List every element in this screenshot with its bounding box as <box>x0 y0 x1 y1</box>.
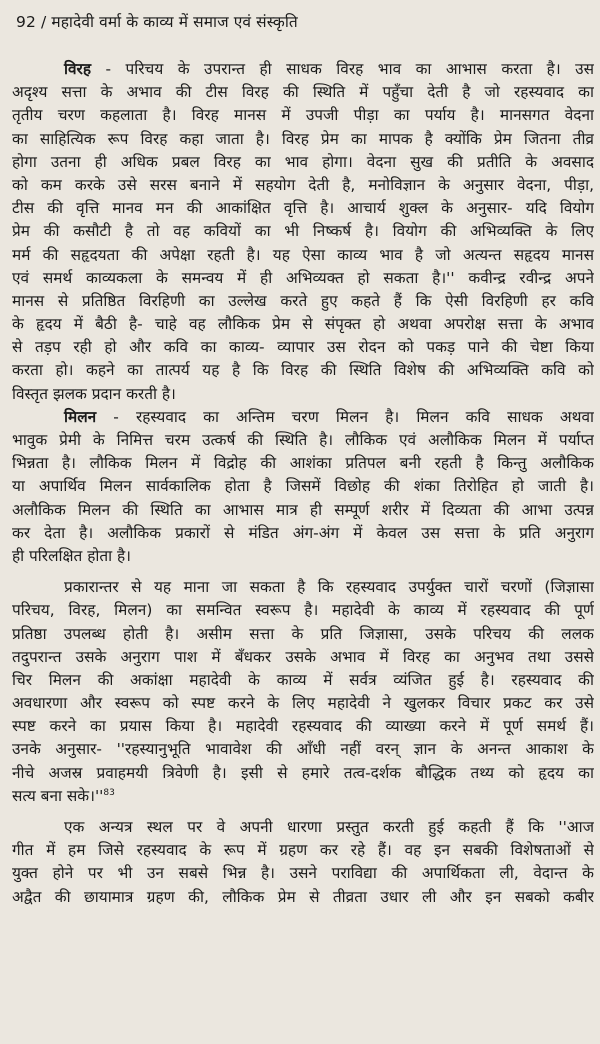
text-line: का साहित्यिक रूप विरह कहा जाता है। विरह प्रेम का मापक है क्योंकि प्रेम जितना तीव्र <box>12 129 594 148</box>
paragraph-synthesis <box>12 576 594 808</box>
text-line: प्रतिष्ठा उपलब्ध होती है। असीम सत्ता के प्रति जिज्ञासा, उसके परिचय की ललक <box>12 624 594 643</box>
text-line: युक्त होने पर भी उन सबसे भिन्न है। उसने पराविद्या की अपार्थिकता ली, वेदान्त के <box>12 864 594 883</box>
text-line: या अपार्थिव मिलन सार्वकालिक होता है जिसमें विछोह की शंका तिरोहित हो जाती है। <box>12 477 594 496</box>
text-line: होगा उतना ही अधिक प्रबल विरह का भाव होगा। वेदना सुख की प्रतीति के अवसाद <box>12 152 594 171</box>
text-line: एक अन्यत्र स्थल पर वे अपनी धारणा प्रस्तुत करती हुई कहती हैं कि ''आज <box>64 818 594 836</box>
text-line: एवं समर्थ काव्यकला के समन्वय में ही अभिव्यक्त हो सकता है।'' कवीन्द्र रवीन्द्र अपने <box>12 268 594 287</box>
text-line: मर्म की सहृदयता की अपेक्षा रहती है। यह ऐसा काव्य भाव है जो अत्यन्त सहृदय मानस <box>12 245 594 264</box>
text-line: प्रेम की कसौटी है तो वह कवियों का भी निष्कर्ष है। वियोग की अभिव्यक्ति के लिए <box>12 222 594 241</box>
paragraph-milan <box>12 406 594 568</box>
header-separator: / <box>40 13 47 31</box>
term-heading: मिलन <box>64 407 97 426</box>
text-line: भावुक प्रेमी के निमित्त चरम उत्कर्ष की स्थिति है। लौकिक एवं अलौकिक मिलन में पर्याप्त <box>12 431 594 449</box>
text-line: करता हो। कहने का तात्पर्य यह है कि विरह की स्थिति विशेष की अभिव्यक्ति कवि को <box>12 361 594 380</box>
text-line: अद्वैत की छायामात्र ग्रहण की, लौकिक प्रेम से तीव्रता उधार ली और इन सबको कबीर <box>12 887 594 906</box>
text-line: ही परिलक्षित होता है। <box>12 546 132 565</box>
text-line: सत्य बना $सके।''^{83}$ <box>12 786 115 805</box>
text-line: के हृदय में बैठी है- चाहे वह लौकिक प्रेम से संपृक्त हो अथवा अपरोक्ष सत्ता के अभाव <box>12 315 594 334</box>
text-line: अलौकिक मिलन की स्थिति का आभास मात्र ही सम्पूर्ण शरीर में दिव्यता की आभा उत्पन्न <box>12 500 594 519</box>
text-line: तदुपरान्त उसके अनुराग पाश में बँधकर उसके अभाव में विरह का अनुभव तथा उससे <box>12 647 594 666</box>
text-line: विरह - परिचय के उपरान्त ही साधक विरह भाव का आभास करता है। उस <box>64 60 594 78</box>
term-heading: विरह <box>64 60 92 78</box>
paragraph-viraha <box>12 58 594 406</box>
book-title: महादेवी वर्मा के काव्य में समाज एवं संस्कृति <box>51 13 298 31</box>
text-line: परिचय, विरह, मिलन) का समन्वित स्वरूप है। महादेवी के काव्य में रहस्यवाद की पूर्ण <box>12 601 594 620</box>
text-line: भिन्नता है। लौकिक मिलन में विद्रोह की आशंका प्रतिपल बनी रहती है किन्तु अलौकिक <box>12 454 594 473</box>
text-line: प्रकारान्तर से यह माना जा सकता है कि रहस्यवाद उपर्युक्त चारों चरणों (जिज्ञासा <box>64 578 594 597</box>
text-line: विस्तृत झलक प्रदान करती है। <box>12 384 176 403</box>
page-number: 92 <box>16 13 36 31</box>
text-line: टीस की वृत्ति मानव मन की आकांक्षित वृत्ति है। आचार्य शुक्ल के अनुसार- यदि वियोग <box>12 199 594 218</box>
text-line: से तड़प रही हो और कवि का काव्य- व्यापार उस रोदन को पकड़ पाने की चेष्टा किया <box>12 338 594 357</box>
text-line: स्पष्ट करने का प्रयास किया है। महादेवी रहस्यवाद की व्याख्या करने में पूर्ण समर्थ हैं। <box>12 717 594 736</box>
text-line: गीत में हम जिसे रहस्यवाद के रूप में ग्रहण कर रहे हैं। वह इन सबकी विशेषताओं से <box>12 841 594 860</box>
text-line: मिलन - रहस्यवाद का अन्तिम चरण मिलन है। मिलन कवि साधक अथवा <box>64 407 594 426</box>
running-header <box>16 12 298 32</box>
text-line: अदृश्य सत्ता के अभाव की टीस विरह की स्थिति में पहुँचा देती है जो रहस्यवाद का <box>12 83 594 102</box>
text-line: को कम करके उसे सरस बनाने में सहयोग देती है, मनोविज्ञान के अनुसार वेदना, पीड़ा, <box>12 175 594 194</box>
text-line: कर देता है। अलौकिक प्रकारों से मंडित अंग-अंग में केवल उस सत्ता के प्रति अनुराग <box>12 523 594 542</box>
text-line: चिर मिलन की अकांक्षा महादेवी के काव्य में सर्वत्र व्यंजित हुई है। रहस्यवाद की <box>12 670 594 689</box>
text-line: तृतीय चरण कहलाता है। विरह मानस में उपजी पीड़ा का पर्याय है। मानसगत वेदना <box>12 106 594 125</box>
text-line: नीचे अजस्र प्रवाहमयी त्रिवेणी है। इसी से हमारे तत्व-दर्शक बौद्धिक तथ्य को हृदय का <box>12 763 594 782</box>
footnote-marker: 83 <box>103 787 115 798</box>
text-line: मानस से प्रतिष्ठित विरहिणी का उल्लेख करते हुए कहते हैं कि ऐसी विरहिणी हर कवि <box>12 291 594 310</box>
text-line: अवधारणा और स्वरूप को स्पष्ट करने के लिए महादेवी ने खुलकर विचार प्रकट कर उसे <box>12 694 594 713</box>
text-line: उनके अनुसार- ''रहस्यानुभूति भावावेश की आँधी नहीं वरन् ज्ञान के अनन्त आकाश के <box>12 740 594 759</box>
body-text <box>12 58 594 909</box>
paragraph-elsewhere <box>12 816 594 909</box>
